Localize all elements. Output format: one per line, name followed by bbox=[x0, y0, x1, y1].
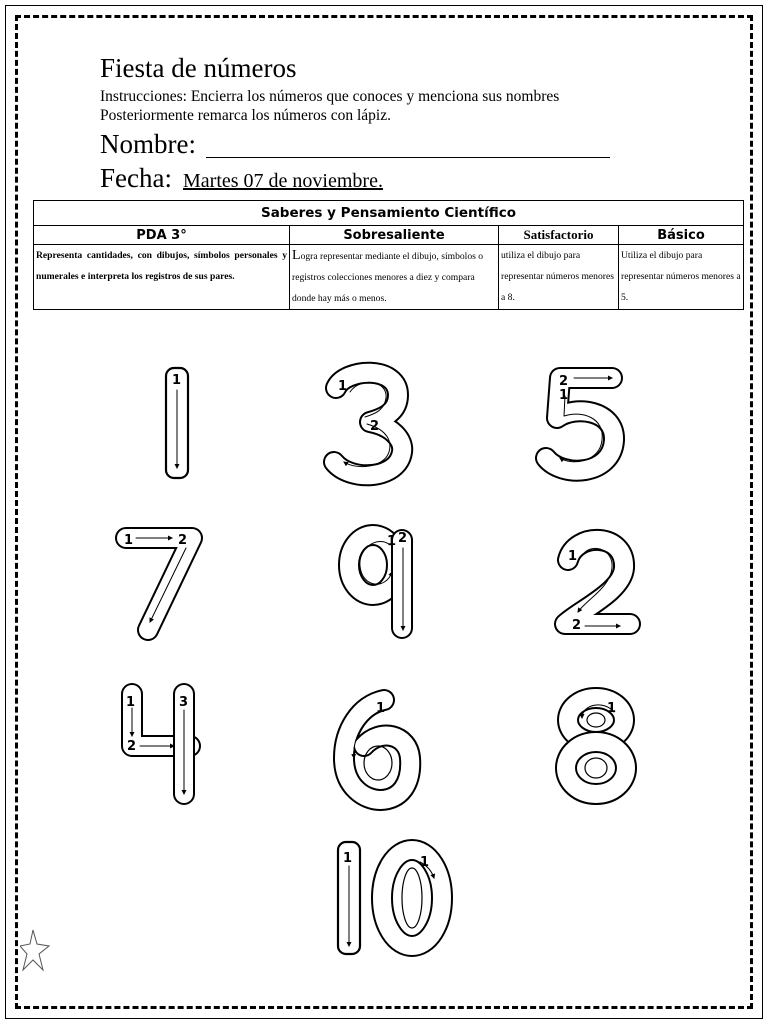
svg-text:1: 1 bbox=[172, 373, 182, 388]
rubric-cell-pda: Representa cantidades, con dibujos, símbolos personales y numerales e interpreta los registros de sus pares. bbox=[34, 245, 290, 310]
tracing-digit-2 bbox=[565, 540, 630, 633]
svg-text:1: 1 bbox=[376, 701, 386, 716]
tracing-digit-5 bbox=[546, 374, 614, 471]
tracing-digit-4 bbox=[126, 694, 190, 794]
instructions-line-1: Instrucciones: Encierra los números que conoces y menciona sus nombres bbox=[100, 88, 560, 105]
star-outline-icon bbox=[20, 928, 50, 973]
rubric-cell-sobresaliente: Logra representar mediante el dibujo, símbolos o registros colecciones menores a diez y compara donde hay más o menos. bbox=[290, 245, 499, 310]
tracing-digit-7 bbox=[124, 533, 192, 630]
tracing-digit-9 bbox=[349, 531, 407, 630]
tracing-digit-6 bbox=[344, 700, 410, 800]
svg-text:2: 2 bbox=[127, 739, 137, 754]
name-label: Nombre: bbox=[100, 129, 196, 159]
instructions-line-2: Posteriormente remarca los números con lápiz. bbox=[100, 107, 391, 124]
rubric-header-pda: PDA 3° bbox=[34, 226, 290, 245]
svg-text:1: 1 bbox=[559, 388, 569, 403]
svg-text:3: 3 bbox=[179, 695, 189, 710]
rubric-header-basico: Básico bbox=[619, 226, 744, 245]
svg-text:1: 1 bbox=[607, 701, 617, 716]
svg-text:1: 1 bbox=[338, 379, 348, 394]
rubric-header-satisfactorio: Satisfactorio bbox=[499, 226, 619, 245]
date-value: Martes 07 de noviembre. bbox=[183, 170, 383, 192]
svg-text:1: 1 bbox=[124, 533, 134, 548]
svg-text:1: 1 bbox=[343, 851, 353, 866]
svg-text:2: 2 bbox=[572, 618, 582, 633]
svg-text:1: 1 bbox=[387, 534, 397, 549]
rubric-cell-basico: Utiliza el dibujo para representar números menores a 5. bbox=[619, 245, 744, 310]
svg-text:2: 2 bbox=[559, 374, 569, 389]
date-label: Fecha: bbox=[100, 163, 172, 193]
tracing-digit-1 bbox=[166, 368, 188, 478]
tracing-digit-10 bbox=[338, 842, 442, 954]
rubric-header-sobresaliente: Sobresaliente bbox=[290, 226, 499, 245]
rubric-cell-satisfactorio: utiliza el dibujo para representar números menores a 8. bbox=[499, 245, 619, 310]
svg-text:2: 2 bbox=[178, 533, 188, 548]
svg-text:2: 2 bbox=[370, 419, 380, 434]
rubric-title: Saberes y Pensamiento Científico bbox=[34, 201, 744, 226]
svg-text:1: 1 bbox=[126, 695, 136, 710]
tracing-digit-3 bbox=[334, 373, 402, 476]
tracing-digit-8 bbox=[566, 698, 626, 794]
worksheet-title: Fiesta de números bbox=[100, 53, 297, 83]
svg-text:1: 1 bbox=[568, 549, 578, 564]
svg-text:1: 1 bbox=[420, 855, 430, 870]
svg-text:2: 2 bbox=[398, 531, 408, 546]
